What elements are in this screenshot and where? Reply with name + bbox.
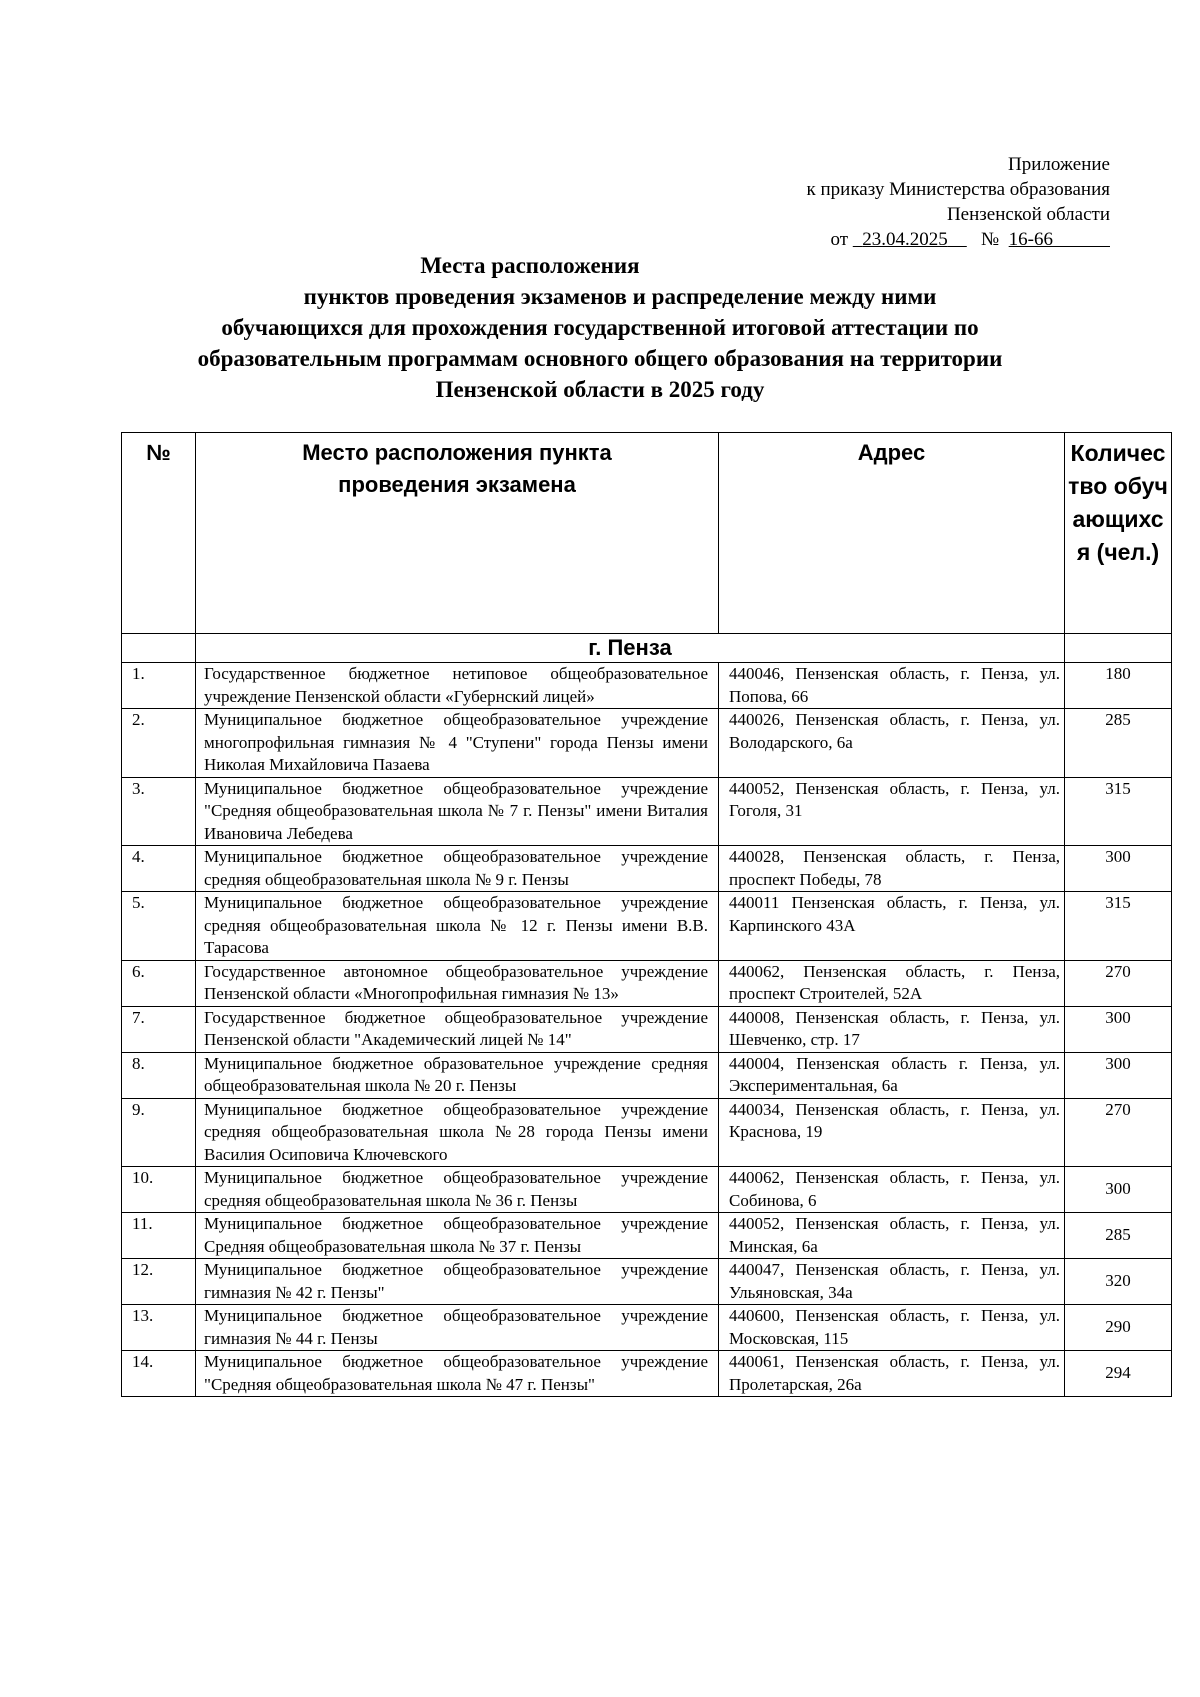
col-header-count: Количество обучающихся (чел.): [1065, 433, 1172, 634]
appendix-label: Приложение: [1008, 154, 1110, 175]
row-student-count: 294: [1065, 1351, 1172, 1397]
title-line-5: Пензенской области в 2025 году: [435, 377, 765, 402]
table-row: [122, 709, 1172, 778]
row-number: 5.: [122, 892, 196, 961]
order-number: 16-66: [1008, 229, 1053, 250]
row-address: 440052, Пензенская область, г. Пенза, ул. Гоголя, 31: [719, 777, 1065, 846]
row-number: 9.: [122, 1098, 196, 1167]
row-address: 440011 Пензенская область, г. Пенза, ул. Карпинского 43А: [719, 892, 1065, 961]
row-address: 440052, Пензенская область, г. Пенза, ул. Минская, 6а: [719, 1213, 1065, 1259]
row-student-count: 300: [1065, 1167, 1172, 1213]
appendix-date-line: [807, 227, 1110, 252]
table-row: [122, 1052, 1172, 1098]
document-title: [120, 250, 1080, 405]
row-address: 440046, Пензенская область, г. Пенза, ул. Попова, 66: [719, 663, 1065, 709]
row-address: 440062, Пензенская область, г. Пенза, проспект Строителей, 52А: [719, 960, 1065, 1006]
row-student-count: 315: [1065, 892, 1172, 961]
row-number: 13.: [122, 1305, 196, 1351]
table-row: [122, 663, 1172, 709]
table-row: [122, 777, 1172, 846]
appendix-header: [807, 152, 1110, 252]
exam-points-table: [121, 432, 1172, 1397]
row-student-count: 300: [1065, 1006, 1172, 1052]
table-row: [122, 892, 1172, 961]
row-number: 2.: [122, 709, 196, 778]
table-header-row: [122, 433, 1172, 634]
row-address: 440600, Пензенская область, г. Пенза, ул. Московская, 115: [719, 1305, 1065, 1351]
row-student-count: 270: [1065, 1098, 1172, 1167]
date-prefix: от: [830, 229, 849, 250]
table-row: [122, 1213, 1172, 1259]
title-line-3: обучающихся для прохождения государственной итоговой аттестации по: [221, 315, 979, 340]
row-student-count: 285: [1065, 1213, 1172, 1259]
row-student-count: 320: [1065, 1259, 1172, 1305]
title-line-4: образовательным программам основного общего образования на территории: [197, 346, 1003, 371]
row-number: 1.: [122, 663, 196, 709]
col-header-place: Место расположения пункта проведения экзамена: [196, 433, 719, 634]
row-student-count: 300: [1065, 846, 1172, 892]
col-header-num: №: [122, 433, 196, 634]
number-prefix: №: [981, 229, 1000, 250]
row-number: 7.: [122, 1006, 196, 1052]
table-row: [122, 1006, 1172, 1052]
row-address: 440004, Пензенская область г. Пенза, ул. Экспериментальная, 6а: [719, 1052, 1065, 1098]
row-address: 440034, Пензенская область, г. Пенза, ул. Краснова, 19: [719, 1098, 1065, 1167]
row-institution-name: Муниципальное бюджетное общеобразовательное учреждение средняя общеобразовательная школа № 36 г. Пензы: [196, 1167, 719, 1213]
row-address: 440028, Пензенская область, г. Пенза, проспект Победы, 78: [719, 846, 1065, 892]
row-student-count: 300: [1065, 1052, 1172, 1098]
row-institution-name: Государственное бюджетное общеобразовательное учреждение Пензенской области "Академический лицей № 14": [196, 1006, 719, 1052]
row-institution-name: Муниципальное бюджетное общеобразовательное учреждение гимназия № 42 г. Пензы": [196, 1259, 719, 1305]
table-row: [122, 1351, 1172, 1397]
row-address: 440026, Пензенская область, г. Пенза, ул. Володарского, 6а: [719, 709, 1065, 778]
row-number: 14.: [122, 1351, 196, 1397]
order-date: 23.04.2025: [862, 229, 948, 250]
row-number: 11.: [122, 1213, 196, 1259]
table-row: [122, 1098, 1172, 1167]
table-row: [122, 1305, 1172, 1351]
row-institution-name: Государственное бюджетное нетиповое общеобразовательное учреждение Пензенской области «Губернский лицей»: [196, 663, 719, 709]
title-line-2: пунктов проведения экзаменов и распределение между ними: [303, 284, 937, 309]
row-institution-name: Муниципальное бюджетное общеобразовательное учреждение средняя общеобразовательная школа № 12 г. Пензы имени В.В. Тарасова: [196, 892, 719, 961]
row-number: 3.: [122, 777, 196, 846]
row-institution-name: Государственное автономное общеобразовательное учреждение Пензенской области «Многопрофильная гимназия № 13»: [196, 960, 719, 1006]
row-student-count: 315: [1065, 777, 1172, 846]
row-number: 4.: [122, 846, 196, 892]
row-number: 6.: [122, 960, 196, 1006]
row-number: 8.: [122, 1052, 196, 1098]
row-student-count: 290: [1065, 1305, 1172, 1351]
section-city: г. Пенза: [196, 634, 1065, 663]
table-row: [122, 960, 1172, 1006]
row-number: 12.: [122, 1259, 196, 1305]
section-row: [122, 634, 1172, 663]
row-address: 440061, Пензенская область, г. Пенза, ул. Пролетарская, 26а: [719, 1351, 1065, 1397]
row-institution-name: Муниципальное бюджетное общеобразовательное учреждение гимназия № 44 г. Пензы: [196, 1305, 719, 1351]
row-number: 10.: [122, 1167, 196, 1213]
row-institution-name: Муниципальное бюджетное общеобразовательное учреждение средняя общеобразовательная школа № 9 г. Пензы: [196, 846, 719, 892]
table-row: [122, 846, 1172, 892]
appendix-order-ref: к приказу Министерства образования: [806, 179, 1110, 200]
row-address: 440062, Пензенская область, г. Пенза, ул. Собинова, 6: [719, 1167, 1065, 1213]
appendix-region: Пензенской области: [946, 204, 1110, 225]
table-row: [122, 1167, 1172, 1213]
table-row: [122, 1259, 1172, 1305]
row-institution-name: Муниципальное бюджетное общеобразовательное учреждение многопрофильная гимназия № 4 "Ступени" города Пензы имени Николая Михайловича Пазаева: [196, 709, 719, 778]
row-institution-name: Муниципальное бюджетное общеобразовательное учреждение Средняя общеобразовательная школа № 37 г. Пензы: [196, 1213, 719, 1259]
row-address: 440047, Пензенская область, г. Пенза, ул. Ульяновская, 34а: [719, 1259, 1065, 1305]
row-address: 440008, Пензенская область, г. Пенза, ул. Шевченко, стр. 17: [719, 1006, 1065, 1052]
row-student-count: 285: [1065, 709, 1172, 778]
col-header-address: Адрес: [719, 433, 1065, 634]
row-institution-name: Муниципальное бюджетное образовательное учреждение средняя общеобразовательная школа № 20 г. Пензы: [196, 1052, 719, 1098]
title-line-1: Места расположения: [420, 253, 640, 278]
row-institution-name: Муниципальное бюджетное общеобразовательное учреждение "Средняя общеобразовательная школа № 7 г. Пензы" имени Виталия Ивановича Лебедева: [196, 777, 719, 846]
row-student-count: 180: [1065, 663, 1172, 709]
row-institution-name: Муниципальное бюджетное общеобразовательное учреждение средняя общеобразовательная школа №28 города Пензы имени Василия Осиповича Ключевского: [196, 1098, 719, 1167]
row-student-count: 270: [1065, 960, 1172, 1006]
row-institution-name: Муниципальное бюджетное общеобразовательное учреждение "Средняя общеобразовательная школа № 47 г. Пензы": [196, 1351, 719, 1397]
